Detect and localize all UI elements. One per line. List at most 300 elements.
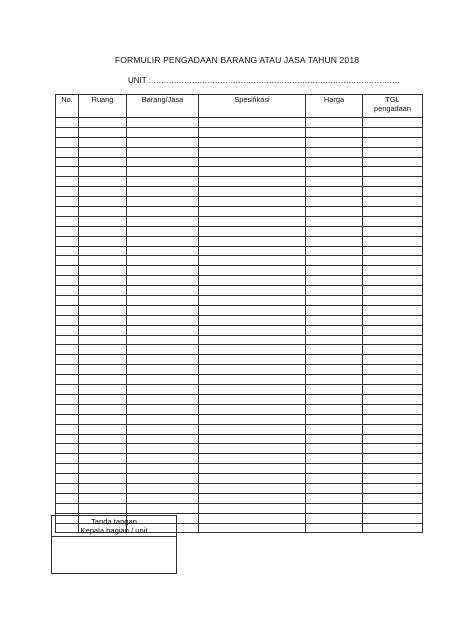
table-cell[interactable] [127,236,199,246]
table-cell[interactable] [127,355,199,365]
table-cell[interactable] [79,236,127,246]
column-header-tgl-pengadaan [363,95,423,118]
table-cell[interactable] [127,216,199,226]
table-cell[interactable] [199,513,306,523]
table-cell[interactable] [79,226,127,236]
table-cell[interactable] [127,127,199,137]
table-cell[interactable] [56,444,79,454]
table-cell[interactable] [306,286,363,296]
table-cell[interactable] [199,414,306,424]
table-cell[interactable] [363,414,423,424]
table-cell[interactable] [363,315,423,325]
table-cell[interactable] [306,305,363,315]
table-cell[interactable] [363,444,423,454]
table-cell[interactable] [199,157,306,167]
table-cell[interactable] [127,266,199,276]
table-cell[interactable] [199,345,306,355]
table-cell[interactable] [363,236,423,246]
table-cell[interactable] [306,177,363,187]
table-cell[interactable] [79,305,127,315]
table-row [56,266,423,276]
table-cell[interactable] [363,493,423,503]
table-cell[interactable] [79,315,127,325]
table-cell[interactable] [56,207,79,217]
table-row [56,483,423,493]
table-row [56,177,423,187]
table-cell[interactable] [363,513,423,523]
table-cell[interactable] [79,404,127,414]
table-cell[interactable] [79,246,127,256]
table-cell[interactable] [199,137,306,147]
table-cell[interactable] [306,434,363,444]
table-row [56,345,423,355]
table-cell[interactable] [127,394,199,404]
table-cell[interactable] [199,355,306,365]
table-cell[interactable] [306,256,363,266]
table-cell[interactable] [363,177,423,187]
table-cell[interactable] [199,286,306,296]
table-cell[interactable] [127,325,199,335]
table-row [56,147,423,157]
table-cell[interactable] [79,157,127,167]
table-cell[interactable] [79,365,127,375]
table-cell[interactable] [56,503,79,513]
table-cell[interactable] [56,483,79,493]
table-cell[interactable] [127,315,199,325]
table-cell[interactable] [306,325,363,335]
table-cell[interactable] [127,335,199,345]
table-cell[interactable] [363,187,423,197]
column-header-spesifikasi: Spesifikasi [199,95,306,118]
table-cell[interactable] [56,216,79,226]
table-cell[interactable] [306,157,363,167]
table-cell[interactable] [56,434,79,444]
table-cell[interactable] [306,503,363,513]
table-body [56,118,423,533]
table-cell[interactable] [199,305,306,315]
table-cell[interactable] [127,444,199,454]
table-cell[interactable] [56,464,79,474]
table-cell[interactable] [56,266,79,276]
table-row [56,325,423,335]
table-cell[interactable] [127,385,199,395]
table-cell[interactable] [199,335,306,345]
table-cell[interactable] [127,345,199,355]
table-cell[interactable] [306,276,363,286]
table-cell[interactable] [199,493,306,503]
table-cell[interactable] [127,187,199,197]
table-cell[interactable] [306,424,363,434]
table-cell[interactable] [127,424,199,434]
table-cell[interactable] [79,177,127,187]
table-cell[interactable] [363,256,423,266]
table-cell[interactable] [127,404,199,414]
table-cell[interactable] [56,246,79,256]
table-cell[interactable] [79,296,127,306]
table-row [56,335,423,345]
table-cell[interactable] [127,483,199,493]
table-cell[interactable] [127,296,199,306]
table-cell[interactable] [56,177,79,187]
table-cell[interactable] [306,345,363,355]
table-row [56,137,423,147]
table-cell[interactable] [56,355,79,365]
table-cell[interactable] [56,197,79,207]
table-cell[interactable] [79,454,127,464]
table-cell[interactable] [79,216,127,226]
table-cell[interactable] [363,157,423,167]
table-cell[interactable] [306,216,363,226]
table-cell[interactable] [306,187,363,197]
table-header-row [56,95,423,118]
table-cell[interactable] [363,207,423,217]
table-row [56,424,423,434]
table-row [56,286,423,296]
table-cell[interactable] [199,246,306,256]
column-header-harga: Harga [306,95,363,118]
table-row [56,474,423,484]
table-cell[interactable] [199,256,306,266]
table-cell[interactable] [56,167,79,177]
table-cell[interactable] [306,464,363,474]
table-row [56,315,423,325]
table-cell[interactable] [79,375,127,385]
table-cell[interactable] [56,276,79,286]
table-cell[interactable] [199,325,306,335]
table-cell[interactable] [363,474,423,484]
table-cell[interactable] [306,335,363,345]
table-cell[interactable] [363,464,423,474]
table-row [56,296,423,306]
table-cell[interactable] [199,434,306,444]
column-header-pengadaan: pengadaan [374,103,411,113]
table-cell[interactable] [306,266,363,276]
table-cell[interactable] [79,207,127,217]
table-row [56,404,423,414]
table-cell[interactable] [127,414,199,424]
table-cell[interactable] [363,167,423,177]
table-cell[interactable] [363,345,423,355]
table-cell[interactable] [199,315,306,325]
table-cell[interactable] [306,197,363,207]
table-cell[interactable] [199,266,306,276]
table-cell[interactable] [127,286,199,296]
table-cell[interactable] [79,345,127,355]
column-header-tgl: TGL [385,95,400,104]
table-cell[interactable] [79,137,127,147]
table-cell[interactable] [363,216,423,226]
table-row [56,503,423,513]
table-row [56,375,423,385]
table-row [56,207,423,217]
table-cell[interactable] [363,266,423,276]
table-cell[interactable] [127,147,199,157]
table-row [56,464,423,474]
table-cell[interactable] [127,137,199,147]
table-cell[interactable] [56,118,79,128]
table-cell[interactable] [363,325,423,335]
table-cell[interactable] [306,296,363,306]
unit-label: UNIT : [128,76,151,85]
table-cell[interactable] [79,167,127,177]
table-cell[interactable] [127,493,199,503]
table-cell[interactable] [79,424,127,434]
table-cell[interactable] [56,335,79,345]
table-cell[interactable] [79,118,127,128]
table-cell[interactable] [56,127,79,137]
table-cell[interactable] [79,414,127,424]
table-cell[interactable] [79,474,127,484]
table-row [56,355,423,365]
table-cell[interactable] [199,276,306,286]
table-cell[interactable] [127,375,199,385]
table-cell[interactable] [199,375,306,385]
table-row [56,246,423,256]
table-cell[interactable] [363,385,423,395]
table-cell[interactable] [306,236,363,246]
table-cell[interactable] [306,404,363,414]
table-cell[interactable] [363,503,423,513]
table-cell[interactable] [79,464,127,474]
table-cell[interactable] [363,118,423,128]
table-cell[interactable] [363,226,423,236]
table-cell[interactable] [127,207,199,217]
signature-label-line1: Tanda tangan [90,517,138,526]
table-cell[interactable] [199,236,306,246]
table-cell[interactable] [363,355,423,365]
table-cell[interactable] [363,127,423,137]
table-cell[interactable] [56,137,79,147]
table-cell[interactable] [363,523,423,533]
table-row [56,305,423,315]
table-cell[interactable] [56,296,79,306]
table-cell[interactable] [363,404,423,414]
table-cell[interactable] [306,147,363,157]
table-cell[interactable] [127,454,199,464]
table-cell[interactable] [306,246,363,256]
table-cell[interactable] [199,523,306,533]
table-cell[interactable] [56,424,79,434]
table-row [56,226,423,236]
table-cell[interactable] [127,464,199,474]
table-cell[interactable] [79,483,127,493]
table-cell[interactable] [363,365,423,375]
table-cell[interactable] [79,147,127,157]
table-cell[interactable] [79,385,127,395]
table-cell[interactable] [199,118,306,128]
table-cell[interactable] [363,483,423,493]
table-cell[interactable] [127,246,199,256]
table-cell[interactable] [79,325,127,335]
table-cell[interactable] [199,454,306,464]
table-cell[interactable] [306,118,363,128]
table-cell[interactable] [199,296,306,306]
table-cell[interactable] [199,464,306,474]
table-cell[interactable] [199,385,306,395]
table-cell[interactable] [363,137,423,147]
table-cell[interactable] [56,474,79,484]
table-row [56,197,423,207]
table-cell[interactable] [127,118,199,128]
table-cell[interactable] [199,187,306,197]
table-cell[interactable] [306,375,363,385]
table-cell[interactable] [306,355,363,365]
table-cell[interactable] [127,503,199,513]
table-cell[interactable] [56,305,79,315]
table-row [56,414,423,424]
table-cell[interactable] [306,315,363,325]
table-cell[interactable] [199,444,306,454]
table-cell[interactable] [79,127,127,137]
table-row [56,454,423,464]
table-cell[interactable] [199,483,306,493]
table-cell[interactable] [79,256,127,266]
table-cell[interactable] [79,276,127,286]
table-cell[interactable] [306,394,363,404]
table-cell[interactable] [199,216,306,226]
table-cell[interactable] [56,365,79,375]
table-cell[interactable] [199,503,306,513]
table-cell[interactable] [56,454,79,464]
table-row [56,493,423,503]
table-cell[interactable] [79,394,127,404]
table-cell[interactable] [199,197,306,207]
table-row [56,167,423,177]
table-cell[interactable] [79,434,127,444]
signature-box [51,515,177,574]
table-cell[interactable] [56,315,79,325]
column-header-ruang: Ruang [79,95,127,118]
table-cell[interactable] [306,454,363,464]
table-cell[interactable] [127,434,199,444]
column-header-barang-jasa: Barang/Jasa [127,95,199,118]
table-row [56,394,423,404]
table-row [56,187,423,197]
form-title: FORMULIR PENGADAAN BARANG ATAU JASA TAHUN 2018 [114,55,360,65]
table-cell[interactable] [56,286,79,296]
table-row [56,118,423,128]
table-row [56,127,423,137]
table-cell[interactable] [56,226,79,236]
table-cell[interactable] [306,444,363,454]
table-row [56,434,423,444]
table-row [56,365,423,375]
table-cell[interactable] [79,493,127,503]
table-cell[interactable] [199,365,306,375]
table-cell[interactable] [363,296,423,306]
table-cell[interactable] [199,207,306,217]
table-cell[interactable] [127,197,199,207]
table-cell[interactable] [306,493,363,503]
table-cell[interactable] [363,305,423,315]
table-cell[interactable] [56,147,79,157]
table-cell[interactable] [56,394,79,404]
table-cell[interactable] [56,325,79,335]
table-cell[interactable] [79,286,127,296]
table-cell[interactable] [56,345,79,355]
table-cell[interactable] [363,424,423,434]
table-cell[interactable] [79,355,127,365]
table-cell[interactable] [306,137,363,147]
table-cell[interactable] [363,147,423,157]
table-cell[interactable] [363,246,423,256]
table-cell[interactable] [79,197,127,207]
table-cell[interactable] [363,375,423,385]
table-cell[interactable] [363,276,423,286]
table-cell[interactable] [79,266,127,276]
table-cell[interactable] [56,385,79,395]
unit-line [128,76,400,85]
table-cell[interactable] [363,286,423,296]
table-row [56,216,423,226]
table-cell[interactable] [306,483,363,493]
procurement-table [55,94,423,533]
table-row [56,157,423,167]
table-cell[interactable] [306,523,363,533]
table-cell[interactable] [199,424,306,434]
table-cell[interactable] [56,187,79,197]
table-cell[interactable] [306,414,363,424]
table-cell[interactable] [56,375,79,385]
table-cell[interactable] [306,474,363,484]
table-cell[interactable] [363,454,423,464]
table-cell[interactable] [127,177,199,187]
table-cell[interactable] [306,127,363,137]
table-cell[interactable] [79,503,127,513]
table-cell[interactable] [306,226,363,236]
table-cell[interactable] [56,256,79,266]
signature-label-line2: Kepala bagian / unit [80,526,148,535]
table-cell[interactable] [306,365,363,375]
table-cell[interactable] [127,157,199,167]
table-cell[interactable] [56,236,79,246]
table-cell[interactable] [363,394,423,404]
table-cell[interactable] [199,177,306,187]
table-cell[interactable] [306,167,363,177]
table-cell[interactable] [199,474,306,484]
table-cell[interactable] [127,226,199,236]
table-row [56,276,423,286]
table-cell[interactable] [306,513,363,523]
table-cell[interactable] [127,256,199,266]
table-cell[interactable] [306,385,363,395]
table-cell[interactable] [306,207,363,217]
table-cell[interactable] [56,414,79,424]
table-cell[interactable] [79,444,127,454]
table-cell[interactable] [127,365,199,375]
column-header-no: No. [56,95,79,118]
table-cell[interactable] [56,404,79,414]
table-cell[interactable] [79,187,127,197]
table-cell[interactable] [363,335,423,345]
table-cell[interactable] [56,157,79,167]
table-cell[interactable] [56,493,79,503]
table-cell[interactable] [127,474,199,484]
table-cell[interactable] [127,167,199,177]
table-cell[interactable] [199,147,306,157]
table-row [56,256,423,266]
table-cell[interactable] [363,434,423,444]
table-cell[interactable] [199,226,306,236]
table-cell[interactable] [127,305,199,315]
table-cell[interactable] [127,276,199,286]
table-cell[interactable] [199,404,306,414]
table-cell[interactable] [199,167,306,177]
table-cell[interactable] [199,394,306,404]
table-cell[interactable] [363,197,423,207]
table-cell[interactable] [79,335,127,345]
table-cell[interactable] [199,127,306,137]
